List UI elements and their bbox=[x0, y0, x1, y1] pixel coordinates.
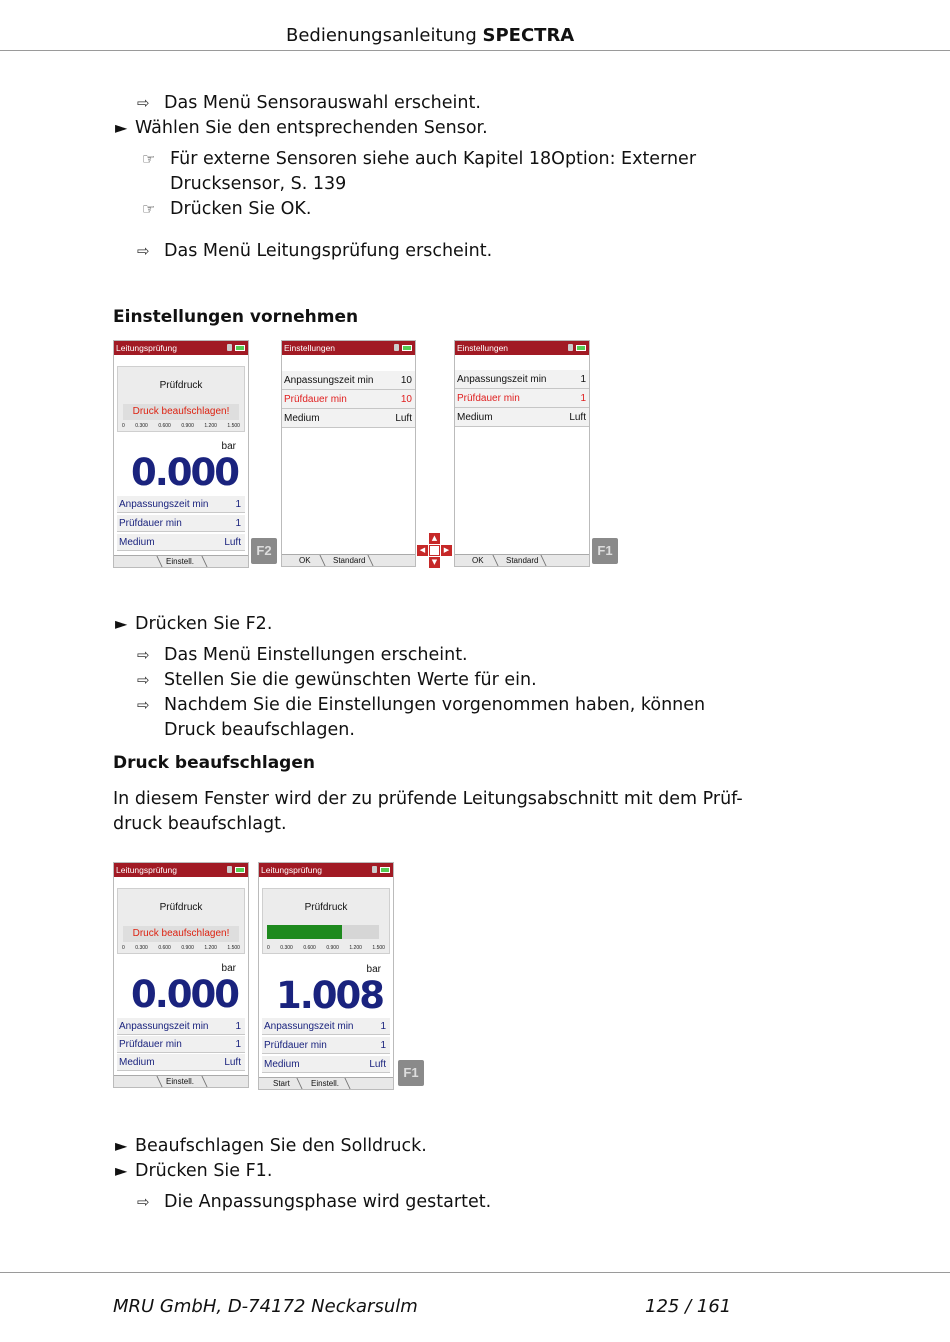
param-row: Prüfdauer min 1 bbox=[262, 1037, 390, 1054]
screen-titlebar: Leitungsprüfung bbox=[114, 863, 248, 877]
softkey-einstell[interactable]: Einstell. bbox=[166, 1077, 195, 1086]
f1-key[interactable]: F1 bbox=[398, 1060, 424, 1086]
text-line: Stellen Sie die gewünschten Werte für ein. bbox=[164, 670, 537, 690]
direction-pad-icon bbox=[417, 533, 453, 569]
unit-label: bar bbox=[366, 964, 381, 975]
header-divider bbox=[0, 50, 950, 51]
warning-label: Druck beaufschlagen! bbox=[123, 404, 239, 420]
setting-row[interactable]: Anpassungszeit min 10 bbox=[282, 371, 415, 390]
result-arrow-icon: ⇨ bbox=[137, 94, 150, 112]
pressure-value: 1.008 bbox=[275, 974, 383, 1017]
pressure-panel bbox=[262, 888, 390, 954]
lock-icon bbox=[394, 344, 399, 351]
pressure-scale: 0 0.300 0.600 0.900 1.200 1.500 bbox=[267, 945, 385, 951]
center-key-icon bbox=[429, 545, 440, 556]
down-arrow-icon: ▼ bbox=[429, 557, 440, 568]
screen-titlebar: Einstellungen bbox=[455, 341, 589, 355]
warning-label: Druck beaufschlagen! bbox=[123, 926, 239, 942]
up-arrow-icon: ▲ bbox=[429, 533, 440, 544]
setting-row-selected[interactable]: Prüfdauer min 10 bbox=[282, 390, 415, 409]
lock-icon bbox=[372, 866, 377, 873]
pressure-panel bbox=[117, 366, 245, 432]
softkey-bar bbox=[259, 1077, 393, 1089]
footer-company: MRU GmbH, D-74172 Neckarsulm bbox=[113, 1296, 418, 1317]
footer-divider bbox=[0, 1272, 950, 1273]
result-arrow-icon: ⇨ bbox=[137, 242, 150, 260]
page-number: 125 / 161 bbox=[645, 1296, 732, 1317]
softkey-ok[interactable]: OK bbox=[299, 556, 311, 565]
screen-titlebar: Leitungsprüfung bbox=[259, 863, 393, 877]
pointing-hand-icon: ☞ bbox=[142, 150, 156, 168]
section-heading: Einstellungen vornehmen bbox=[113, 307, 359, 327]
result-arrow-icon: ⇨ bbox=[137, 696, 150, 714]
section-heading: Druck beaufschlagen bbox=[113, 753, 315, 773]
unit-label: bar bbox=[221, 441, 236, 452]
right-arrow-icon: ▶ bbox=[441, 545, 452, 556]
action-triangle-icon: ► bbox=[115, 1161, 128, 1180]
progress-fill bbox=[267, 925, 342, 939]
softkey-start[interactable]: Start bbox=[273, 1079, 290, 1088]
softkey-bar bbox=[114, 555, 248, 567]
setting-row[interactable]: Anpassungszeit min 1 bbox=[455, 370, 589, 389]
pressure-panel bbox=[117, 888, 245, 954]
text-line: Wählen Sie den entsprechenden Sensor. bbox=[135, 118, 488, 138]
lock-icon bbox=[568, 344, 573, 351]
result-arrow-icon: ⇨ bbox=[137, 1193, 150, 1211]
softkey-ok[interactable]: OK bbox=[472, 556, 484, 565]
softkey-bar bbox=[114, 1075, 248, 1087]
text-line: Für externe Sensoren siehe auch Kapitel 18Option: Externer bbox=[170, 149, 697, 169]
text-line: Drücken Sie F2. bbox=[135, 614, 273, 634]
device-screen-settings bbox=[281, 340, 416, 567]
pressure-value: 0.000 bbox=[130, 973, 238, 1016]
param-row: Anpassungszeit min 1 bbox=[117, 1018, 245, 1035]
action-triangle-icon: ► bbox=[115, 614, 128, 633]
pointing-hand-icon: ☞ bbox=[142, 200, 156, 218]
param-row: Medium Luft bbox=[117, 534, 245, 551]
device-screen-test bbox=[113, 862, 249, 1088]
battery-icon bbox=[235, 345, 245, 351]
progress-track bbox=[267, 925, 379, 939]
screen-titlebar: Einstellungen bbox=[282, 341, 415, 355]
panel-title: Prüfdruck bbox=[159, 902, 203, 913]
device-screen-test bbox=[113, 340, 249, 568]
text-line: Das Menü Leitungsprüfung erscheint. bbox=[164, 241, 493, 261]
text-line: Die Anpassungsphase wird gestartet. bbox=[164, 1192, 492, 1212]
param-row: Anpassungszeit min 1 bbox=[117, 496, 245, 513]
battery-icon bbox=[235, 867, 245, 873]
panel-title: Prüfdruck bbox=[304, 902, 348, 913]
f2-key[interactable]: F2 bbox=[251, 538, 277, 564]
param-row: Prüfdauer min 1 bbox=[117, 1036, 245, 1053]
lock-icon bbox=[227, 866, 232, 873]
text-line: Das Menü Sensorauswahl erscheint. bbox=[164, 93, 481, 113]
pressure-value: 0.000 bbox=[130, 451, 238, 494]
lock-icon bbox=[227, 344, 232, 351]
param-row: Medium Luft bbox=[262, 1056, 390, 1073]
text-line: Drücken Sie OK. bbox=[170, 199, 312, 219]
battery-icon bbox=[402, 345, 412, 351]
text-line: Nachdem Sie die Einstellungen vorgenommen haben, können bbox=[164, 695, 706, 715]
pressure-scale: 0 0.300 0.600 0.900 1.200 1.500 bbox=[122, 945, 240, 951]
text-line: Drücken Sie F1. bbox=[135, 1161, 273, 1181]
softkey-standard[interactable]: Standard bbox=[506, 556, 539, 565]
f1-key[interactable]: F1 bbox=[592, 538, 618, 564]
softkey-standard[interactable]: Standard bbox=[333, 556, 366, 565]
setting-row[interactable]: Medium Luft bbox=[282, 409, 415, 428]
softkey-einstell[interactable]: Einstell. bbox=[311, 1079, 340, 1088]
device-screen-running bbox=[258, 862, 394, 1090]
battery-icon bbox=[380, 867, 390, 873]
unit-label: bar bbox=[221, 963, 236, 974]
param-row: Medium Luft bbox=[117, 1054, 245, 1071]
setting-row-selected[interactable]: Prüfdauer min 1 bbox=[455, 389, 589, 408]
battery-icon bbox=[576, 345, 586, 351]
param-row: Prüfdauer min 1 bbox=[117, 515, 245, 532]
action-triangle-icon: ► bbox=[115, 1136, 128, 1155]
param-row: Anpassungszeit min 1 bbox=[262, 1018, 390, 1035]
result-arrow-icon: ⇨ bbox=[137, 671, 150, 689]
left-arrow-icon: ◀ bbox=[417, 545, 428, 556]
text-line: Das Menü Einstellungen erscheint. bbox=[164, 645, 468, 665]
paragraph-line: In diesem Fenster wird der zu prüfende Leitungsabschnitt mit dem Prüf- bbox=[113, 789, 743, 809]
panel-title: Prüfdruck bbox=[159, 380, 203, 391]
screen-titlebar: Leitungsprüfung bbox=[114, 341, 248, 355]
header-product: SPECTRA bbox=[482, 25, 575, 46]
text-line: Druck beaufschlagen. bbox=[164, 720, 355, 740]
pressure-scale: 0 0.300 0.600 0.900 1.200 1.500 bbox=[122, 423, 240, 429]
text-line: Drucksensor, S. 139 bbox=[170, 174, 347, 194]
action-triangle-icon: ► bbox=[115, 118, 128, 137]
result-arrow-icon: ⇨ bbox=[137, 646, 150, 664]
softkey-bar bbox=[455, 554, 589, 566]
page-header bbox=[286, 23, 574, 49]
paragraph-line: druck beaufschlagt. bbox=[113, 814, 287, 834]
text-line: Beaufschlagen Sie den Solldruck. bbox=[135, 1136, 427, 1156]
softkey-bar bbox=[282, 554, 415, 566]
softkey-einstell[interactable]: Einstell. bbox=[166, 557, 195, 566]
device-screen-settings bbox=[454, 340, 590, 567]
setting-row[interactable]: Medium Luft bbox=[455, 408, 589, 427]
header-title: Bedienungsanleitung bbox=[286, 25, 483, 46]
